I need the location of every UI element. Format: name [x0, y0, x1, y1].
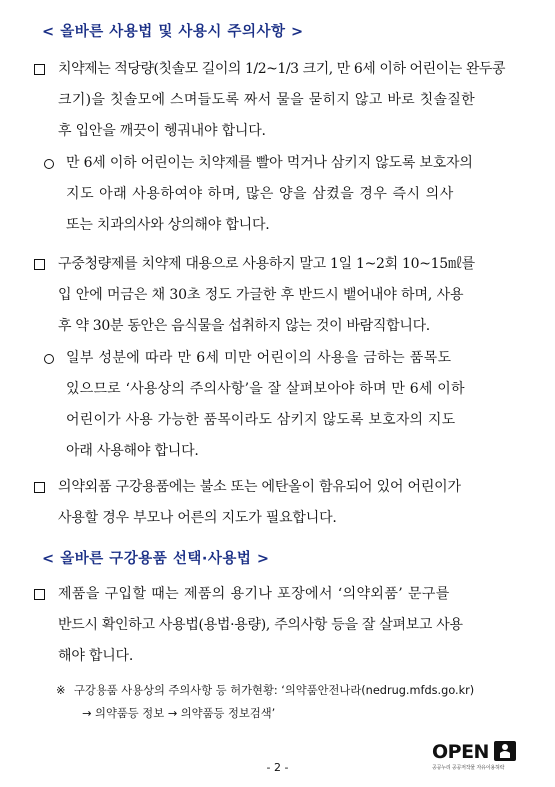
list-item [58, 579, 463, 672]
square-bullet [34, 259, 45, 270]
item-text-line: 지도 아래 사용하여야 하며, 많은 양을 삼켰을 경우 즉시 의사 [66, 186, 454, 202]
item-text-line: 일부 성분에 따라 만 6세 미만 어린이의 사용을 금하는 품목도 [66, 350, 452, 366]
square-bullet [34, 64, 45, 75]
item-text-line: 해야 합니다. [58, 648, 134, 664]
open-license-logo [432, 739, 518, 773]
page-number: - 2 - [266, 761, 289, 774]
item-text-line: 입 안에 머금은 채 30초 정도 가글한 후 반드시 뱉어내야 하며, 사용 [58, 287, 464, 303]
item-text-line: 사용할 경우 부모나 어른의 지도가 필요합니다. [58, 510, 337, 526]
note-line: → 의약품등 정보 → 의약품등 정보검색’ [82, 707, 276, 720]
list-item [58, 54, 505, 147]
item-text-line: 의약외품 구강용품에는 불소 또는 에탄올이 함유되어 있어 어린이가 [58, 479, 461, 495]
section-title-usage: < 올바른 사용법 및 사용시 주의사항 > [42, 24, 304, 40]
item-text-line: 치약제는 적당량(칫솔모 길이의 1/2~1/3 크기, 만 6세 이하 어린이는 완두콩 [58, 61, 506, 77]
list-item [58, 472, 461, 534]
logo-word: OPEN [432, 741, 489, 763]
square-bullet [34, 482, 45, 493]
item-text-line: 또는 치과의사와 상의해야 합니다. [66, 217, 270, 233]
circle-bullet [44, 354, 54, 364]
list-item [66, 343, 465, 467]
item-text-line: 있으므로 ‘사용상의 주의사항’을 잘 살펴보아야 하며 만 6세 이하 [66, 381, 465, 397]
item-text-line: 아래 사용해야 합니다. [66, 443, 199, 459]
note-mark: ※ [56, 684, 66, 697]
item-text-line: 만 6세 이하 어린이는 치약제를 빨아 먹거나 삼키지 않도록 보호자의 [66, 155, 473, 171]
note-line: 구강용품 사용상의 주의사항 등 허가현황: ‘의약품안전나라(nedrug.mfds.go.kr) [74, 684, 475, 697]
item-text-line: 후 입안을 깨끗이 헹궈내야 합니다. [58, 123, 266, 139]
list-item [58, 249, 475, 342]
attribution-icon [494, 741, 516, 761]
square-bullet [34, 589, 45, 600]
reference-note [56, 679, 475, 725]
circle-bullet [44, 159, 54, 169]
item-text-line: 반드시 확인하고 사용법(용법·용량), 주의사항 등을 잘 살펴보고 사용 [58, 617, 463, 633]
list-item [66, 148, 473, 241]
item-text-line: 어린이가 사용 가능한 품목이라도 삼키지 않도록 보호자의 지도 [66, 412, 456, 428]
item-text-line: 제품을 구입할 때는 제품의 용기나 포장에서 ‘의약외품’ 문구를 [58, 586, 450, 602]
section-title-selection: < 올바른 구강용품 선택·사용법 > [42, 551, 270, 567]
logo-subtitle: 공공누리 공공저작물 자유이용허락 [432, 765, 505, 771]
item-text-line: 후 약 30분 동안은 음식물을 섭취하지 않는 것이 바람직합니다. [58, 318, 430, 334]
item-text-line: 크기)을 칫솔모에 스며들도록 짜서 물을 묻히지 않고 바로 칫솔질한 [58, 92, 476, 108]
item-text-line: 구중청량제를 치약제 대용으로 사용하지 말고 1일 1~2회 10~15㎖를 [58, 256, 475, 272]
